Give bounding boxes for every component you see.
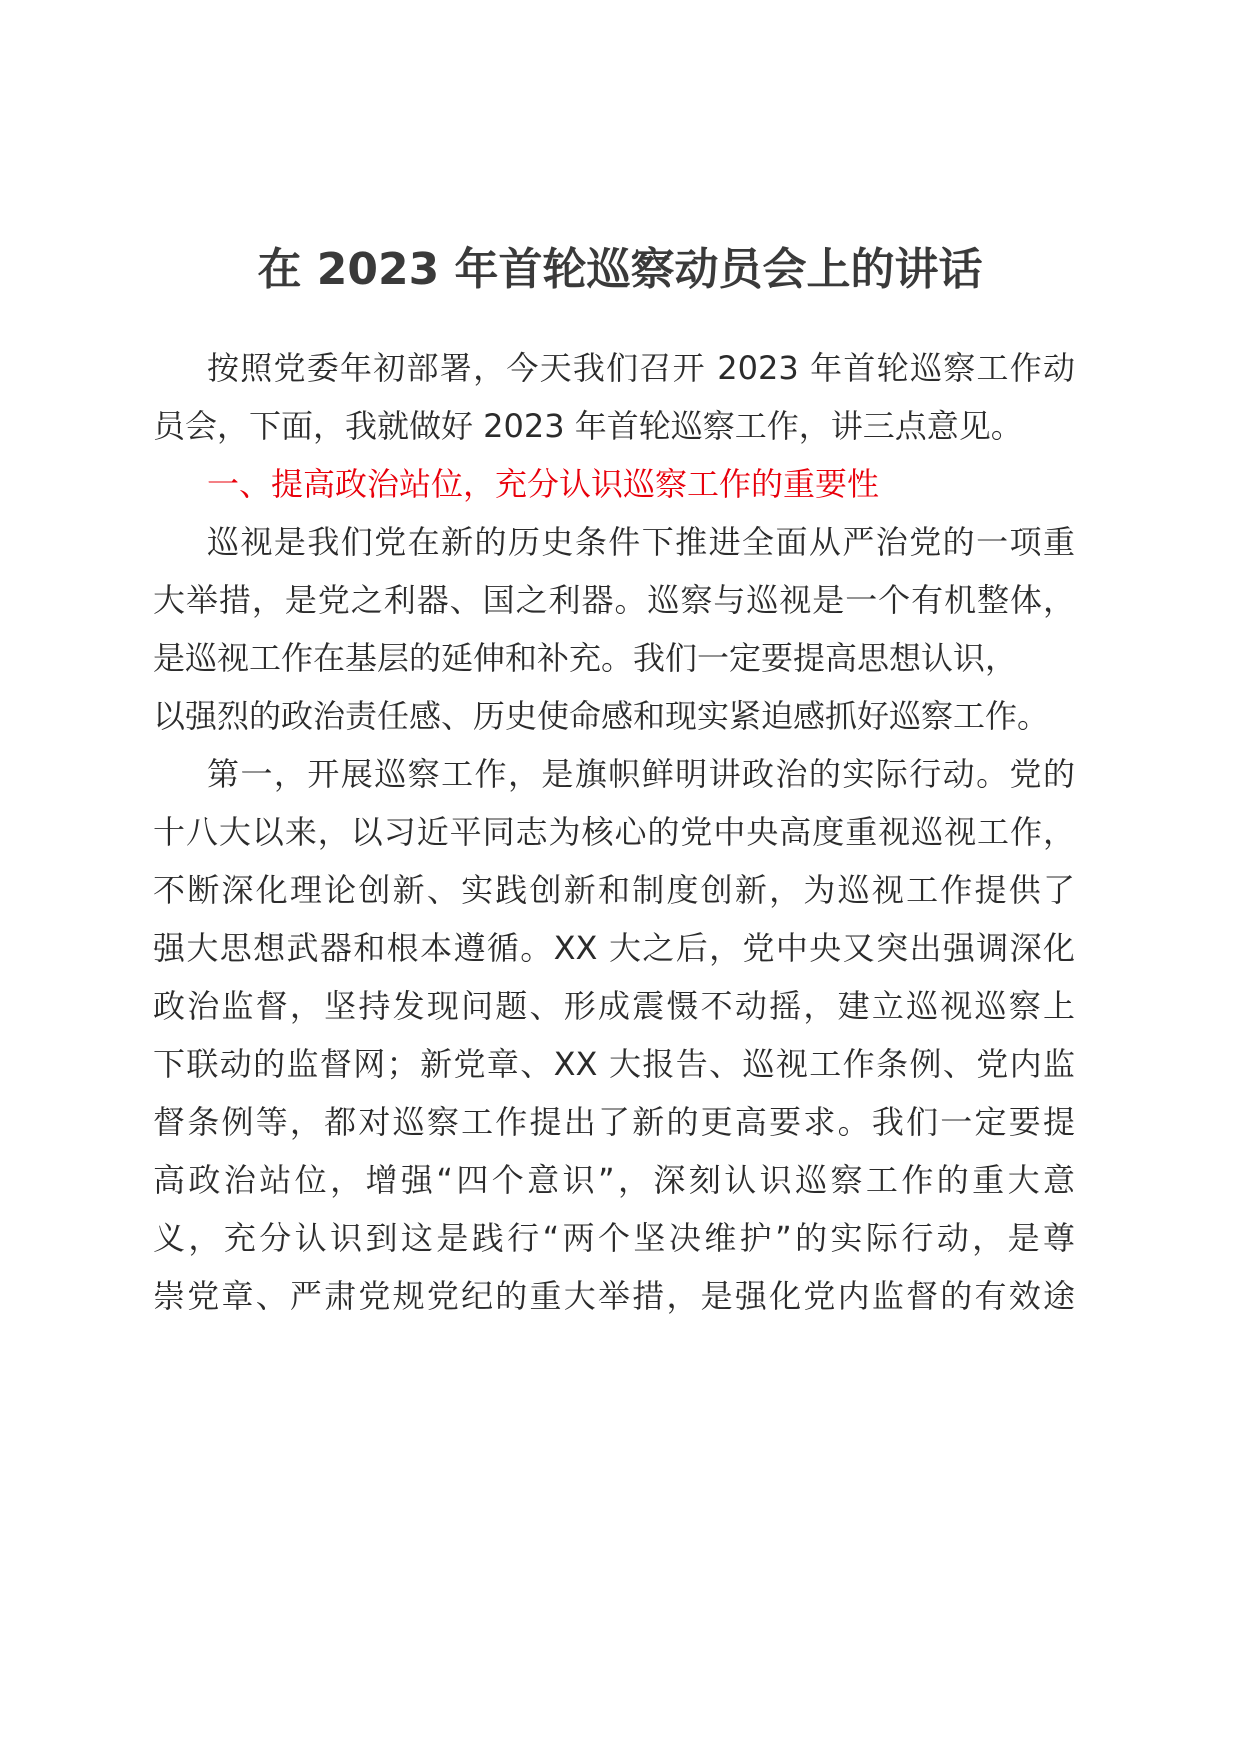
- page-title: 在 2023 年首轮巡察动员会上的讲话: [257, 244, 983, 295]
- body-line: 崇党章、严肃党规党纪的重大举措，是强化党内监督的有效途: [153, 1277, 1075, 1315]
- body-line: 员会，下面，我就做好 2023 年首轮巡察工作，讲三点意见。: [153, 407, 1023, 445]
- body-line: 高政治站位，增强“四个意识”，深刻认识巡察工作的重大意: [153, 1161, 1075, 1199]
- body-line: 第一，开展巡察工作，是旗帜鲜明讲政治的实际行动。党的: [207, 755, 1075, 793]
- body-line: 强大思想武器和根本遵循。XX 大之后，党中央又突出强调深化: [153, 929, 1075, 967]
- body-line: 不断深化理论创新、实践创新和制度创新，为巡视工作提供了: [153, 871, 1075, 909]
- body-line: 督条例等，都对巡察工作提出了新的更高要求。我们一定要提: [153, 1103, 1075, 1141]
- body-line: 按照党委年初部署，今天我们召开 2023 年首轮巡察工作动: [207, 349, 1075, 387]
- body-line: 政治监督，坚持发现问题、形成震慑不动摇，建立巡视巡察上: [153, 987, 1075, 1025]
- body-line: 是巡视工作在基层的延伸和补充。我们一定要提高思想认识，: [153, 639, 1018, 677]
- body-line: 以强烈的政治责任感、历史使命感和现实紧迫感抓好巡察工作。: [153, 697, 1050, 735]
- body-line: 大举措，是党之利器、国之利器。巡察与巡视是一个有机整体，: [153, 581, 1075, 619]
- body-line: 十八大以来，以习近平同志为核心的党中央高度重视巡视工作，: [153, 813, 1075, 851]
- section-heading: 一、提高政治站位，充分认识巡察工作的重要性: [207, 465, 880, 503]
- body-line: 义，充分认识到这是践行“两个坚决维护”的实际行动，是尊: [153, 1219, 1075, 1257]
- body-line: 下联动的监督网；新党章、XX 大报告、巡视工作条例、党内监: [153, 1045, 1075, 1083]
- body-line: 巡视是我们党在新的历史条件下推进全面从严治党的一项重: [207, 523, 1075, 561]
